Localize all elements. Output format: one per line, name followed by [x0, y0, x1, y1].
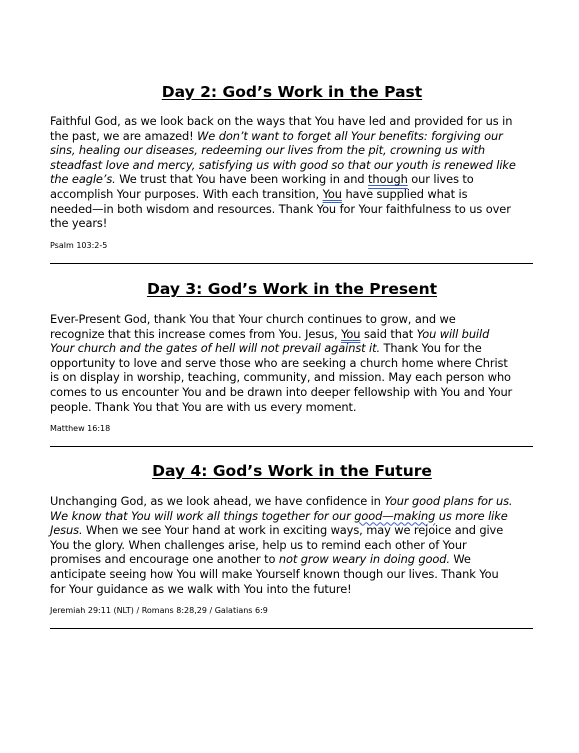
- day2-scripture-text: We don’t want to forget all Your benefits: forgiving our: [197, 128, 503, 143]
- grammar-flag[interactable]: You: [322, 186, 342, 201]
- day4-heading: Day 4: God’s Work in the Future: [152, 462, 432, 480]
- day4-line: anticipate seeing how You will make Yourself known though our lives. Thank You: [50, 566, 499, 581]
- day3-line: opportunity to love and serve those who are seeking a church home where Christ: [50, 355, 508, 370]
- day4-line: for Your guidance as we walk with You into the future!: [50, 581, 352, 596]
- day3-scripture-text: You will build: [416, 326, 490, 341]
- day3-prayer: [50, 312, 534, 414]
- day4-scripture-text: Your good plans for us.: [384, 494, 513, 508]
- day3-line: said that: [360, 326, 417, 341]
- day2-reference: Psalm 103:2-5: [50, 240, 108, 250]
- day4-prayer: [50, 494, 534, 596]
- day4-reference: Jeremiah 29:11 (NLT) / Romans 8:28,29 / Galatians 6:9: [50, 606, 268, 616]
- day4-line: We: [449, 552, 471, 567]
- day2-line: the years!: [50, 216, 108, 231]
- day2-scripture-text: sins, healing our diseases, redeeming our lives from the pit, crowning us with: [50, 143, 486, 158]
- grammar-flag[interactable]: You: [341, 326, 361, 341]
- day4-section: [50, 461, 534, 615]
- day3-line: recognize that this increase comes from You. Jesus,: [50, 326, 342, 341]
- day3-line: Ever-Present God, thank You that Your church continues to grow, and we: [50, 312, 456, 326]
- day2-line: our lives to: [407, 172, 474, 187]
- day3-reference: Matthew 16:18: [50, 424, 111, 434]
- day4-line: Unchanging God, as we look ahead, we have confidence in: [50, 494, 385, 508]
- day4-line: promises and encourage one another to: [50, 552, 279, 567]
- day3-line: Thank You for the: [380, 341, 482, 356]
- section-divider: [50, 263, 533, 264]
- spelling-flag[interactable]: good—making: [354, 508, 436, 523]
- day2-line: have supplied what is: [341, 186, 468, 201]
- day2-heading: Day 2: God’s Work in the Past: [161, 83, 423, 101]
- day3-section: [50, 279, 534, 433]
- day2-line: Faithful God, as we look back on the ways that You have led and provided for us in: [50, 114, 513, 128]
- day4-line: You the glory. When challenges arise, help us to remind each other of Your: [50, 537, 467, 552]
- day4-scripture-text: not grow weary in doing good.: [278, 552, 450, 567]
- day2-line: the past, we are amazed!: [50, 128, 198, 143]
- day2-scripture-text: steadfast love and mercy, satisfying us with good so that our youth is renewed like: [50, 157, 516, 172]
- day2-scripture-text: the eagle’s.: [50, 172, 116, 187]
- section-divider: [50, 628, 533, 629]
- day2-line: We trust that You have been working in and: [115, 172, 369, 187]
- day2-prayer: [50, 114, 534, 231]
- day2-line: needed—in both wisdom and resources. Thank You for Your faithfulness to us over: [50, 201, 511, 216]
- day4-scripture-text: us more like: [435, 508, 508, 523]
- day3-scripture-text: Your church and the gates of hell will not prevail against it.: [50, 341, 381, 356]
- day2-line: accomplish Your purposes. With each transition,: [50, 186, 323, 201]
- section-divider: [50, 446, 533, 447]
- day4-scripture-text: Jesus.: [50, 523, 83, 538]
- day3-line: people. Thank You that You are with us every moment.: [50, 399, 357, 414]
- day3-heading: Day 3: God’s Work in the Present: [146, 280, 438, 298]
- grammar-flag[interactable]: though: [368, 172, 408, 187]
- day4-line: When we see Your hand at work in exciting ways, may we rejoice and give: [82, 523, 504, 538]
- day4-scripture-text: We know that You will work all things together for our: [50, 508, 355, 523]
- day3-line: comes to us encounter You and be drawn into deeper fellowship with You and Your: [50, 384, 513, 399]
- day2-section: [50, 82, 534, 250]
- day3-line: is on display in worship, teaching, community, and mission. May each person who: [50, 370, 511, 385]
